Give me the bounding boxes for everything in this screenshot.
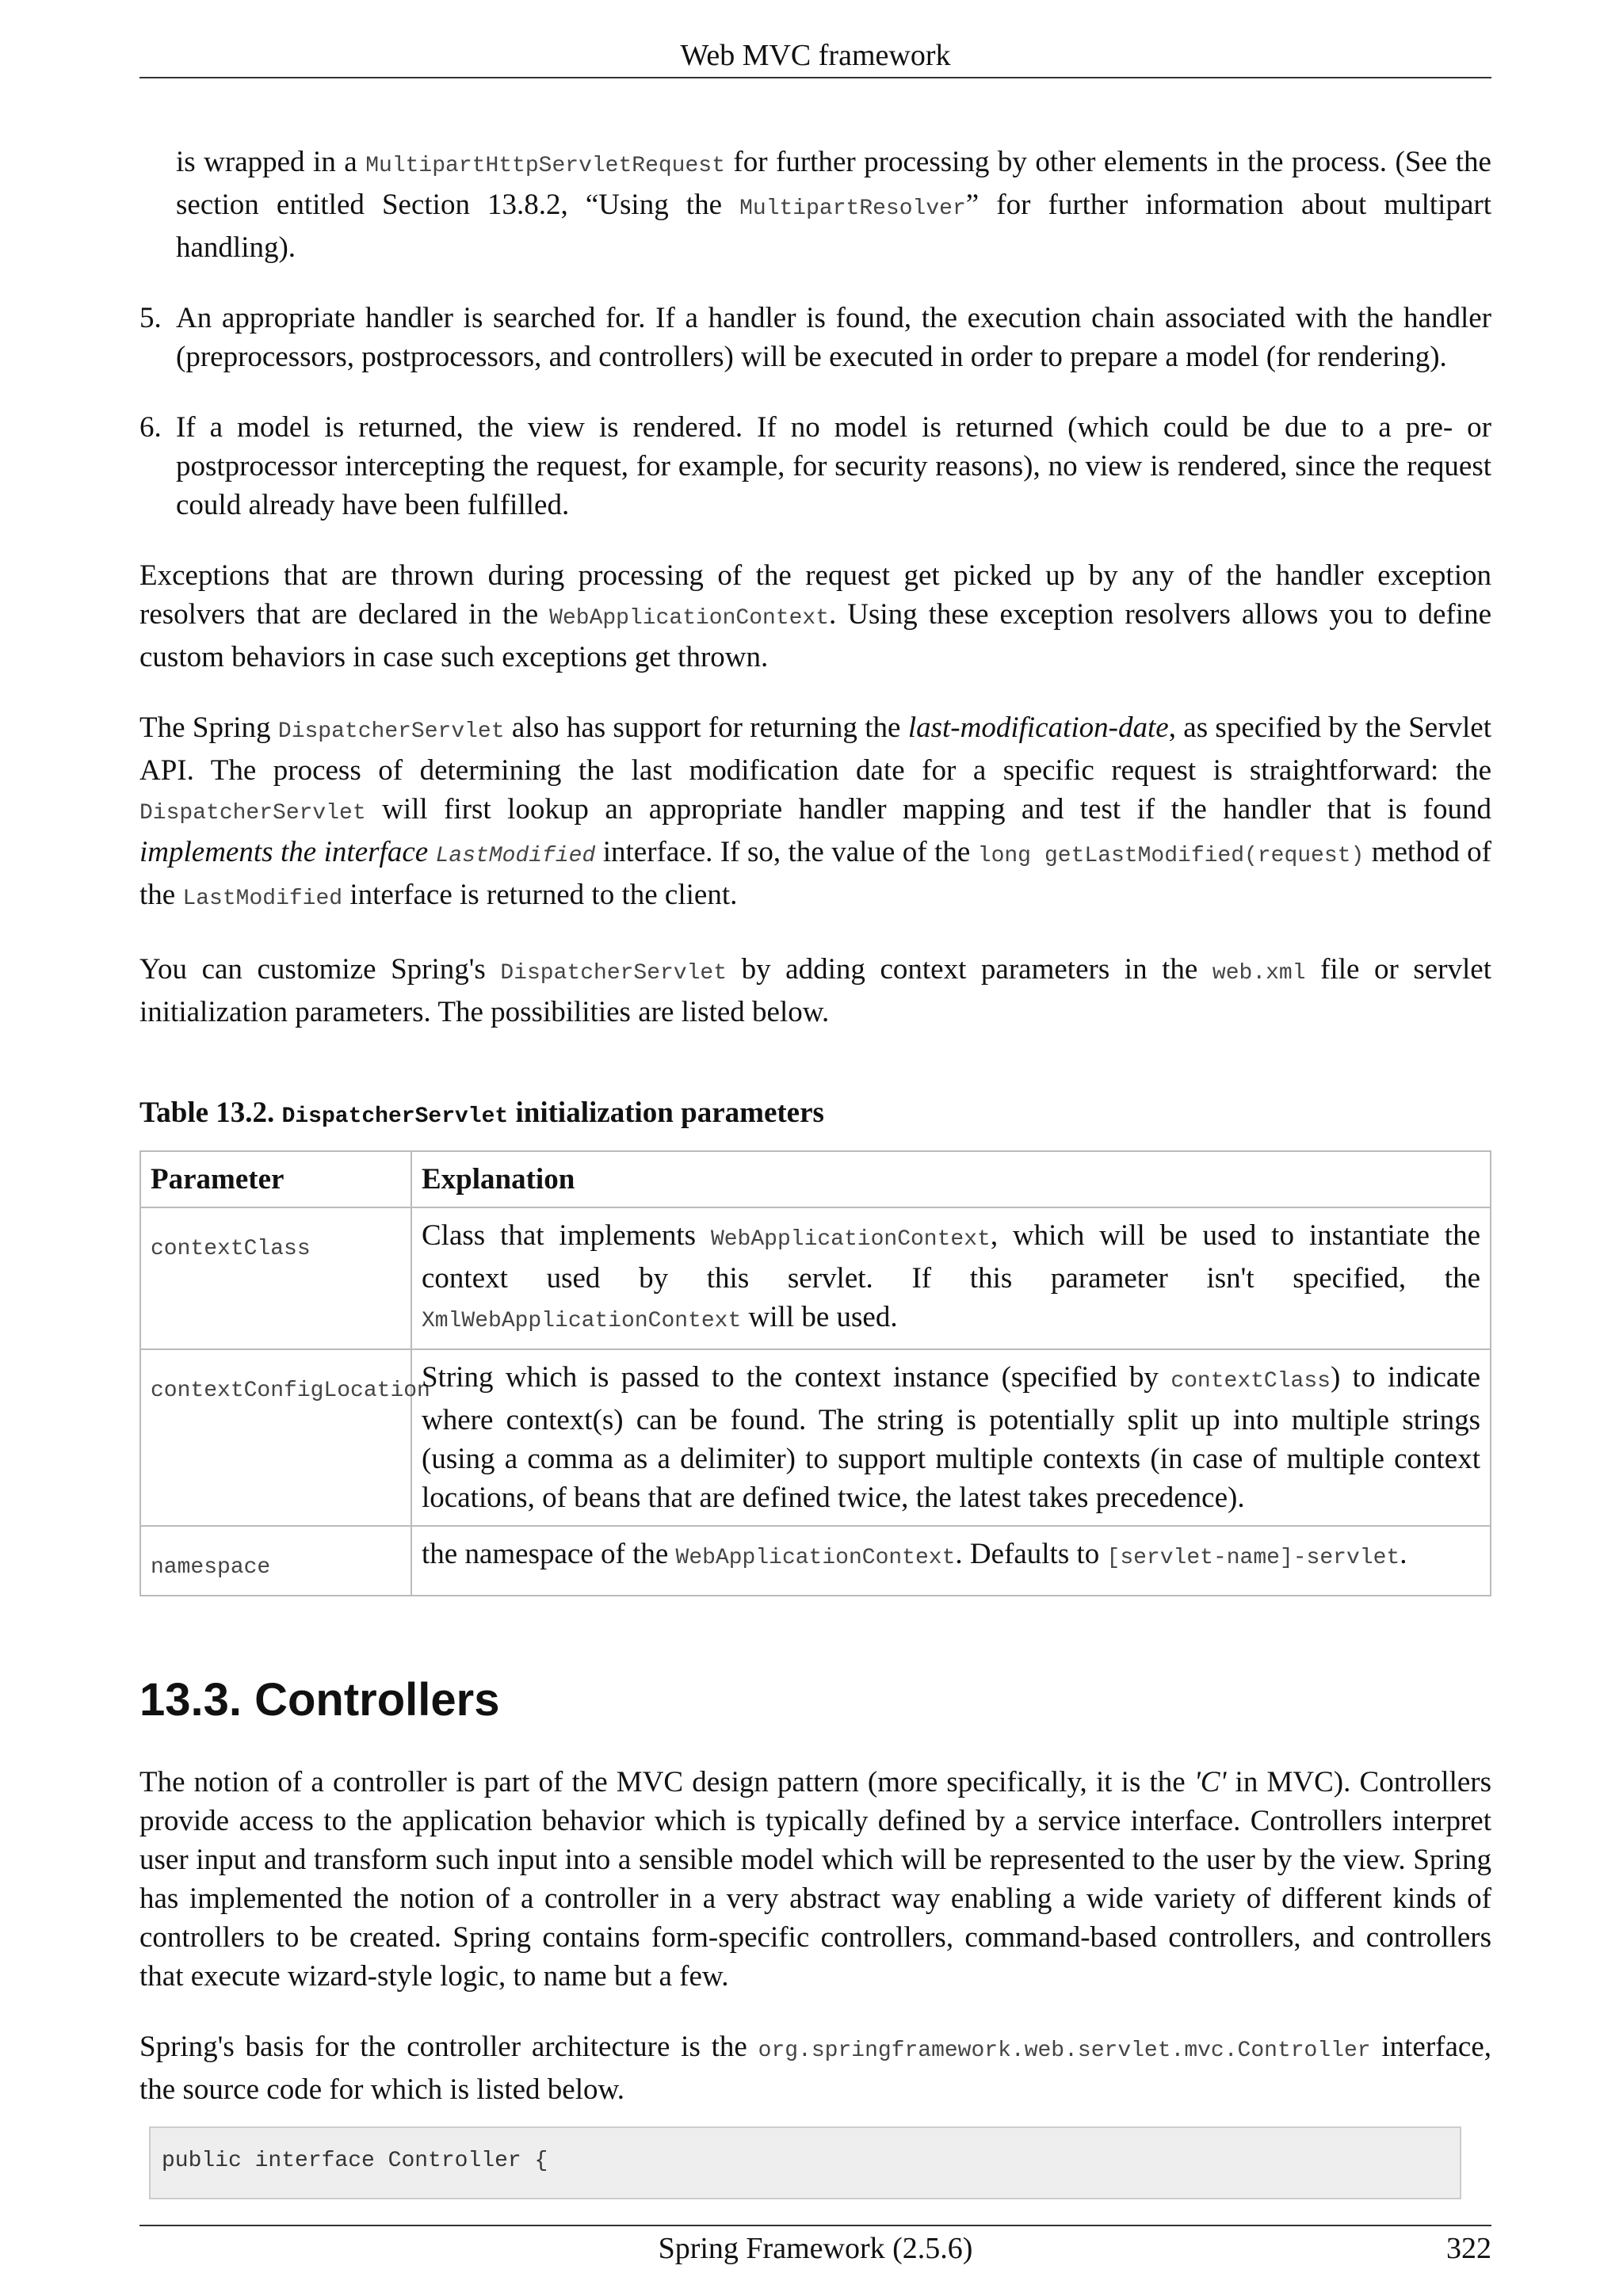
page-number: 322	[1446, 2232, 1491, 2265]
code-run: MultipartResolver	[739, 196, 966, 221]
code-run: contextClass	[1170, 1369, 1331, 1394]
code-run: WebApplicationContext	[675, 1546, 956, 1570]
code-run: MultipartHttpServletRequest	[365, 154, 725, 178]
paragraph-controllers-intro	[139, 1763, 1491, 1996]
list-number: 6.	[139, 411, 162, 444]
param-name: namespace	[151, 1555, 271, 1580]
footer-rule	[139, 2225, 1491, 2226]
text-run: ) to indicate where context(s) can be found. The string is potentially split up into multiple strings (using a comma as a delimiter) to support multiple contexts (in case of multiple context locations, of beans that are defined twice, the latest takes precedence).	[422, 1361, 1480, 1514]
code-run: DispatcherServlet	[139, 801, 366, 826]
text-run: initialization parameters	[508, 1097, 824, 1129]
text-run: interface, the source code for which is listed below.	[139, 2031, 1491, 2106]
table-caption	[139, 1093, 1491, 1136]
param-name: contextConfigLocation	[151, 1379, 430, 1403]
code-run: WebApplicationContext	[549, 606, 830, 631]
text-run: The notion of a controller is part of the MVC design pattern (more specifically, it is the	[139, 1766, 1194, 1798]
table-row	[140, 1526, 1491, 1596]
header-rule	[139, 77, 1491, 78]
text-run: Table 13.2.	[139, 1097, 282, 1129]
table-row	[140, 1349, 1491, 1526]
text-run: ” for further information about multipart handling).	[176, 189, 1491, 264]
code-run: [servlet-name]-servlet	[1106, 1546, 1400, 1570]
column-header-explanation: Explanation	[411, 1151, 1491, 1207]
text-run: is wrapped in a	[176, 146, 366, 178]
code-run: WebApplicationContext	[710, 1227, 991, 1252]
code-line: public interface Controller {	[162, 2149, 548, 2173]
list-text: If a model is returned, the view is rendered. If no model is returned (which could be due to a pre- or postprocessor intercepting the request, for example, for security reasons), no view is rendered, since the request could already have been fulfilled.	[176, 411, 1491, 521]
text-run: . Using these exception resolvers allows you to define custom behaviors in case such exceptions get thrown.	[139, 598, 1491, 673]
text-run: by adding context parameters in the	[727, 953, 1212, 986]
code-run: LastModified	[182, 887, 343, 911]
paragraph-controller-interface	[139, 2027, 1491, 2109]
code-listing	[149, 2126, 1461, 2199]
code-run: DispatcherServlet	[277, 719, 505, 744]
code-run: org.springframework.web.servlet.mvc.Controller	[758, 2039, 1371, 2063]
init-params-table	[139, 1150, 1491, 1596]
text-run: Class that implements	[422, 1219, 711, 1252]
explanation-cell	[411, 1207, 1491, 1349]
text-run: Exceptions that are thrown during processing of the request get picked up by any of the handler exception resolvers that are declared in the	[139, 559, 1491, 631]
param-cell	[140, 1207, 411, 1349]
list-text: An appropriate handler is searched for. If a handler is found, the execution chain associated with the handler (preprocessors, postprocessors, and controllers) will be executed in order to prepare a model (for rendering).	[176, 302, 1491, 373]
param-name: contextClass	[151, 1237, 311, 1261]
param-cell	[140, 1349, 430, 1526]
param-cell	[140, 1526, 411, 1596]
text-run: . Defaults to	[955, 1538, 1107, 1570]
text-run: will first lookup an appropriate handler mapping and test if the handler that is found	[365, 793, 1491, 826]
paragraph-last-modified	[139, 708, 1491, 918]
emphasis-run: implements the interface	[139, 836, 436, 868]
table-row	[140, 1207, 1491, 1349]
code-run: web.xml	[1212, 961, 1306, 986]
text-run: Spring's basis for the controller architecture is the	[139, 2031, 758, 2063]
text-run: , which will be used to instantiate the context used by this servlet. If this parameter isn't specified, the	[422, 1219, 1480, 1295]
text-run: in MVC). Controllers provide access to the application behavior which is typically defined by a service interface. Controllers interpret user input and transform such input into a sensible model which will be represented to the user by the view. Spring has implemented the notion of a controller in a very abstract way enabling a wide variety of different kinds of controllers to be created. Spring contains form-specific controllers, command-based controllers, and controllers that execute wizard-style logic, to name but a few.	[139, 1766, 1491, 1993]
list-item	[139, 408, 1491, 524]
page-content	[139, 143, 1491, 2199]
running-header: Web MVC framework	[680, 39, 951, 72]
text-run: for further processing by other elements in the process. (See the section entitled Section 13.8.2, “Using the	[176, 146, 1491, 221]
text-run: , as specified by the Servlet API. The process of determining the last modification date for a specific request is straightforward: the	[139, 711, 1492, 787]
text-run: You can customize Spring's	[139, 953, 501, 986]
explanation-cell	[411, 1526, 1491, 1596]
explanation-cell	[411, 1349, 1491, 1526]
code-run: DispatcherServlet	[281, 1104, 509, 1129]
section-heading: 13.3. Controllers	[139, 1674, 500, 1726]
list-number: 5.	[139, 302, 162, 334]
footer-title: Spring Framework (2.5.6)	[658, 2232, 973, 2265]
text-run: method of the	[139, 836, 1491, 911]
table-header-row	[140, 1151, 1491, 1207]
column-header-parameter: Parameter	[140, 1151, 411, 1207]
text-run: also has support for returning the	[504, 711, 908, 744]
emphasis-run: last-modification-date	[907, 711, 1169, 744]
emphasis-run: 'C'	[1193, 1766, 1227, 1798]
text-run: interface is returned to the client.	[342, 879, 738, 911]
text-run: interface. If so, the value of the	[595, 836, 978, 868]
code-run: XmlWebApplicationContext	[422, 1309, 742, 1333]
text-run: The Spring	[139, 711, 278, 744]
paragraph-customize	[139, 950, 1491, 1032]
text-run: file or servlet initialization parameters. The possibilities are listed below.	[139, 953, 1491, 1028]
text-run: String which is passed to the context instance (specified by	[422, 1361, 1171, 1394]
list-item	[139, 299, 1491, 376]
text-run: will be used.	[741, 1301, 898, 1333]
text-run: .	[1400, 1538, 1407, 1570]
paragraph-exceptions	[139, 556, 1491, 677]
code-run: DispatcherServlet	[500, 961, 727, 986]
code-run: LastModified	[435, 844, 596, 868]
code-run: long getLastModified(request)	[977, 844, 1365, 868]
list-item-continuation	[176, 143, 1491, 267]
text-run: the namespace of the	[422, 1538, 676, 1570]
